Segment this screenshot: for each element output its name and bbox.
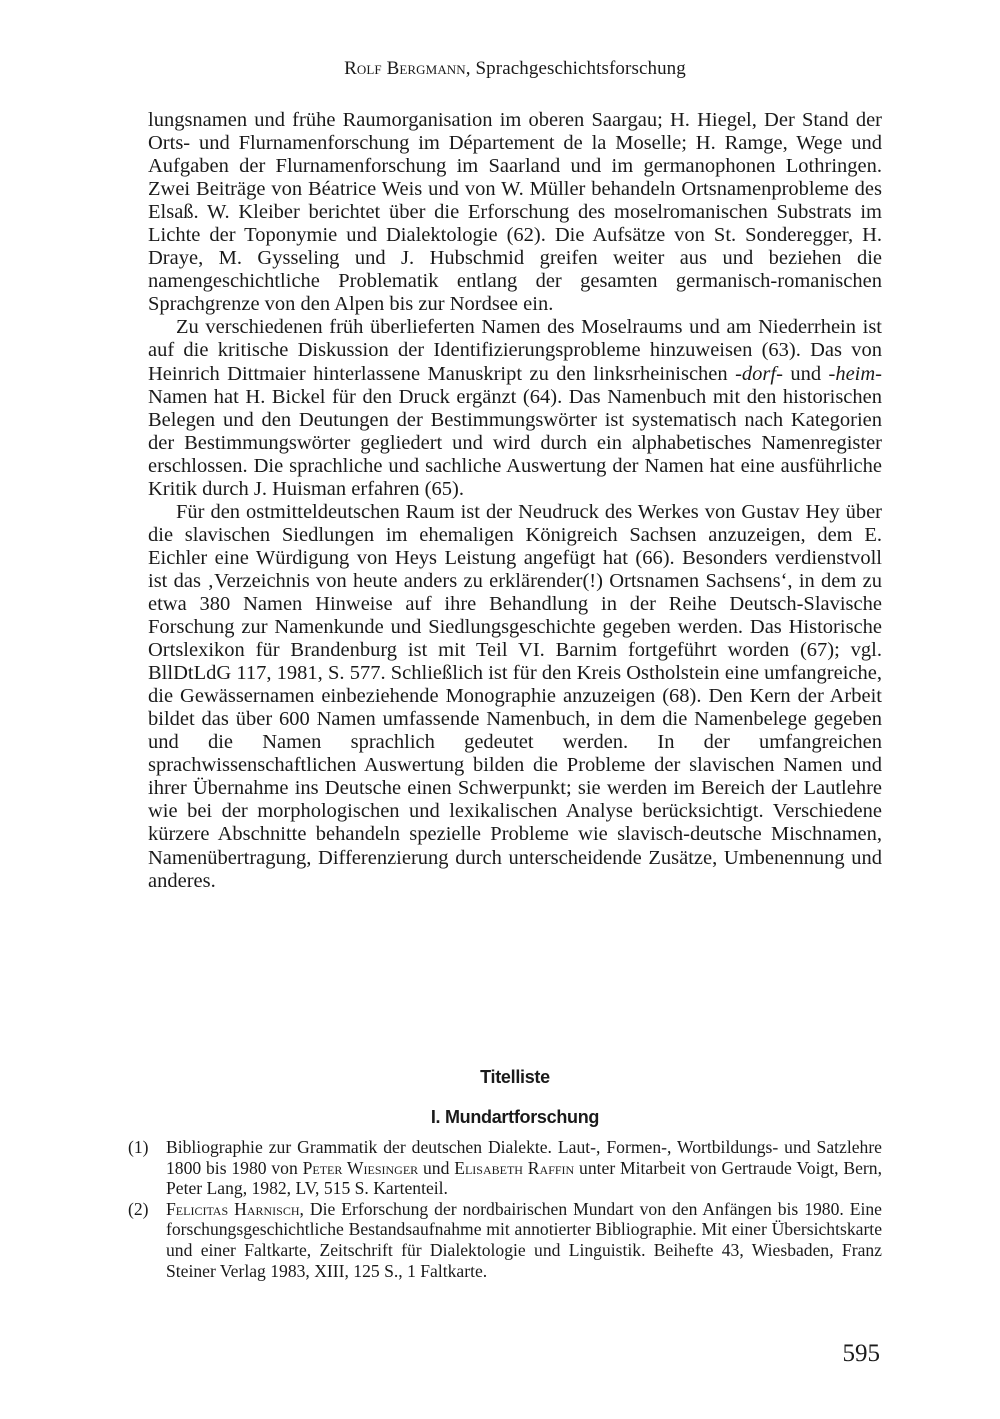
italic-term-dorf: -dorf-: [735, 362, 783, 385]
italic-term-heim: -heim-: [828, 362, 883, 385]
entry-author: Elisabeth Raffin: [454, 1157, 575, 1178]
entry-author: Felicitas Harnisch: [166, 1198, 300, 1219]
page-number: 595: [842, 1340, 880, 1367]
paragraph-2-part-a: Zu verschiedenen früh überlieferten Namen des Moselraums und am Niederrhein ist auf die kritische Diskussion der Identifizierungsprobleme hinzuweisen (63). Das von Heinrich Dittmaier hinterlassene Manuskript zu den linksrheinischen: [148, 316, 882, 385]
paragraph-2-part-b: Namen hat H. Bickel für den Druck ergänzt (64). Das Namenbuch mit den historischen Belegen und den Deutungen der Bestimmungswörter ist systematisch nach Kategorien der Bestimmungswörter gegliedert und wird durch ein alphabetisches Namenregister erschlossen. Die sprachliche und sachliche Auswertung der Namen hat eine ausführliche Kritik durch J. Huisman erfahren (65).: [148, 385, 882, 500]
paragraph-3: Für den ostmitteldeutschen Raum ist der Neudruck des Werkes von Gustav Hey über die slavischen Siedlungen im ehemaligen Königreich Sachsen anzuzeigen, dem E. Eichler eine Würdigung von Heys Leistung angefügt hat (66). Besonders verdienstvoll ist das ‚Verzeichnis von heute anders zu erklärender(!) Ortsnamen Sachsens‘, in dem zu etwa 380 Namen Hinweise auf ihre Behandlung in der Reihe Deutsch-Slavische Forschung zur Namenkunde und Siedlungsgeschichte gegeben werden. Das Historische Ortslexikon für Brandenburg ist mit Teil VI. Barnim fortgeführt worden (67); vgl. BllDtLdG 117, 1981, S. 577. Schließlich ist für den Kreis Ostholstein eine umfangreiche, die Gewässernamen einbeziehende Monographie anzuzeigen (68). Den Kern der Arbeit bildet das über 600 Namen umfassende Namenbuch, in dem die Namenbelege gegeben und die Namen sprachlich gedeutet werden. In der umfangreichen sprachwissenschaftlichen Auswertung bilden die Probleme der slavischen Namen und ihrer Übernahme ins Deutsche einen Schwerpunkt; sie werden im Bereich der Lautlehre wie bei der morphologischen und lexikalischen Analyse berücksichtigt. Verschiedene kürzere Abschnitte behandeln spezielle Probleme wie slavisch-deutsche Mischnamen, Namenübertragung, Differenzierung durch unterscheidende Zusätze, Umbenennung und anderes.: [148, 500, 882, 892]
body-text: [148, 109, 882, 893]
heading-titelliste: Titelliste: [480, 1067, 550, 1087]
paragraph-1: lungsnamen und frühe Raumorganisation im oberen Saargau; H. Hiegel, Der Stand der Orts- und Flurnamenforschung im Département de la Moselle; H. Ramge, Wege und Aufgaben der Flurnamenforschung im Saarland und im germanophonen Lothringen. Zwei Beiträge von Béatrice Weis und von W. Müller behandeln Ortsnamenprobleme des Elsaß. W. Kleiber berichtet über die Erforschung des moselromanischen Substrats im Lichte der Toponymie und Dialektologie (62). Die Aufsätze von St. Sonderegger, H. Draye, M. Gysseling und J. Hubschmid greifen weiter aus und beziehen die namengeschichtliche Problematik entlang der gesamten germanisch-romanischen Sprachgrenze von den Alpen bis zur Nordsee ein.: [148, 109, 882, 316]
bibliography-entry-1: [128, 1137, 882, 1199]
entry-number: (2): [128, 1198, 149, 1219]
entry-text: [166, 1137, 882, 1199]
bibliography-entry-2: [128, 1199, 882, 1281]
entry-text: [166, 1199, 882, 1281]
running-head-separator: ,: [465, 58, 476, 79]
entry-text-part: , Die Erforschung der nordbairischen Mundart von den Anfängen bis 1980. Eine forschungsgeschichtliche Bestandsaufnahme mit annotierter Bibliographie. Mit einer Übersichtskarte und einer Faltkarte, Zeitschrift für Dialektologie und Linguistik. Beihefte 43, Wiesbaden, Franz Steiner Verlag 1983, XIII, 125 S., 1 Faltkarte.: [166, 1198, 882, 1281]
running-head-author: Rolf Bergmann: [344, 58, 466, 79]
paragraph-2-conjunction: und: [782, 362, 829, 385]
entry-text-part: unter Mitarbeit von Gertraude Voigt, Bern, Peter Lang, 1982, LV, 515 S. Kartenteil.: [166, 1157, 882, 1199]
entry-number: (1): [128, 1137, 149, 1157]
entry-text-part: Bibliographie zur Grammatik der deutschen Dialekte. Laut-, Formen-, Wortbildungs- und Satzlehre 1800 bis 1980 von: [166, 1137, 882, 1178]
paragraph-2: [148, 316, 882, 500]
running-head: [148, 58, 882, 80]
entry-author: Peter Wiesinger: [302, 1157, 419, 1178]
running-head-title: Sprachgeschichtsforschung: [475, 58, 686, 79]
bibliography-list: [128, 1137, 882, 1281]
heading-mundartforschung: I. Mundartforschung: [430, 1107, 600, 1127]
entry-text-part: und: [418, 1157, 455, 1178]
